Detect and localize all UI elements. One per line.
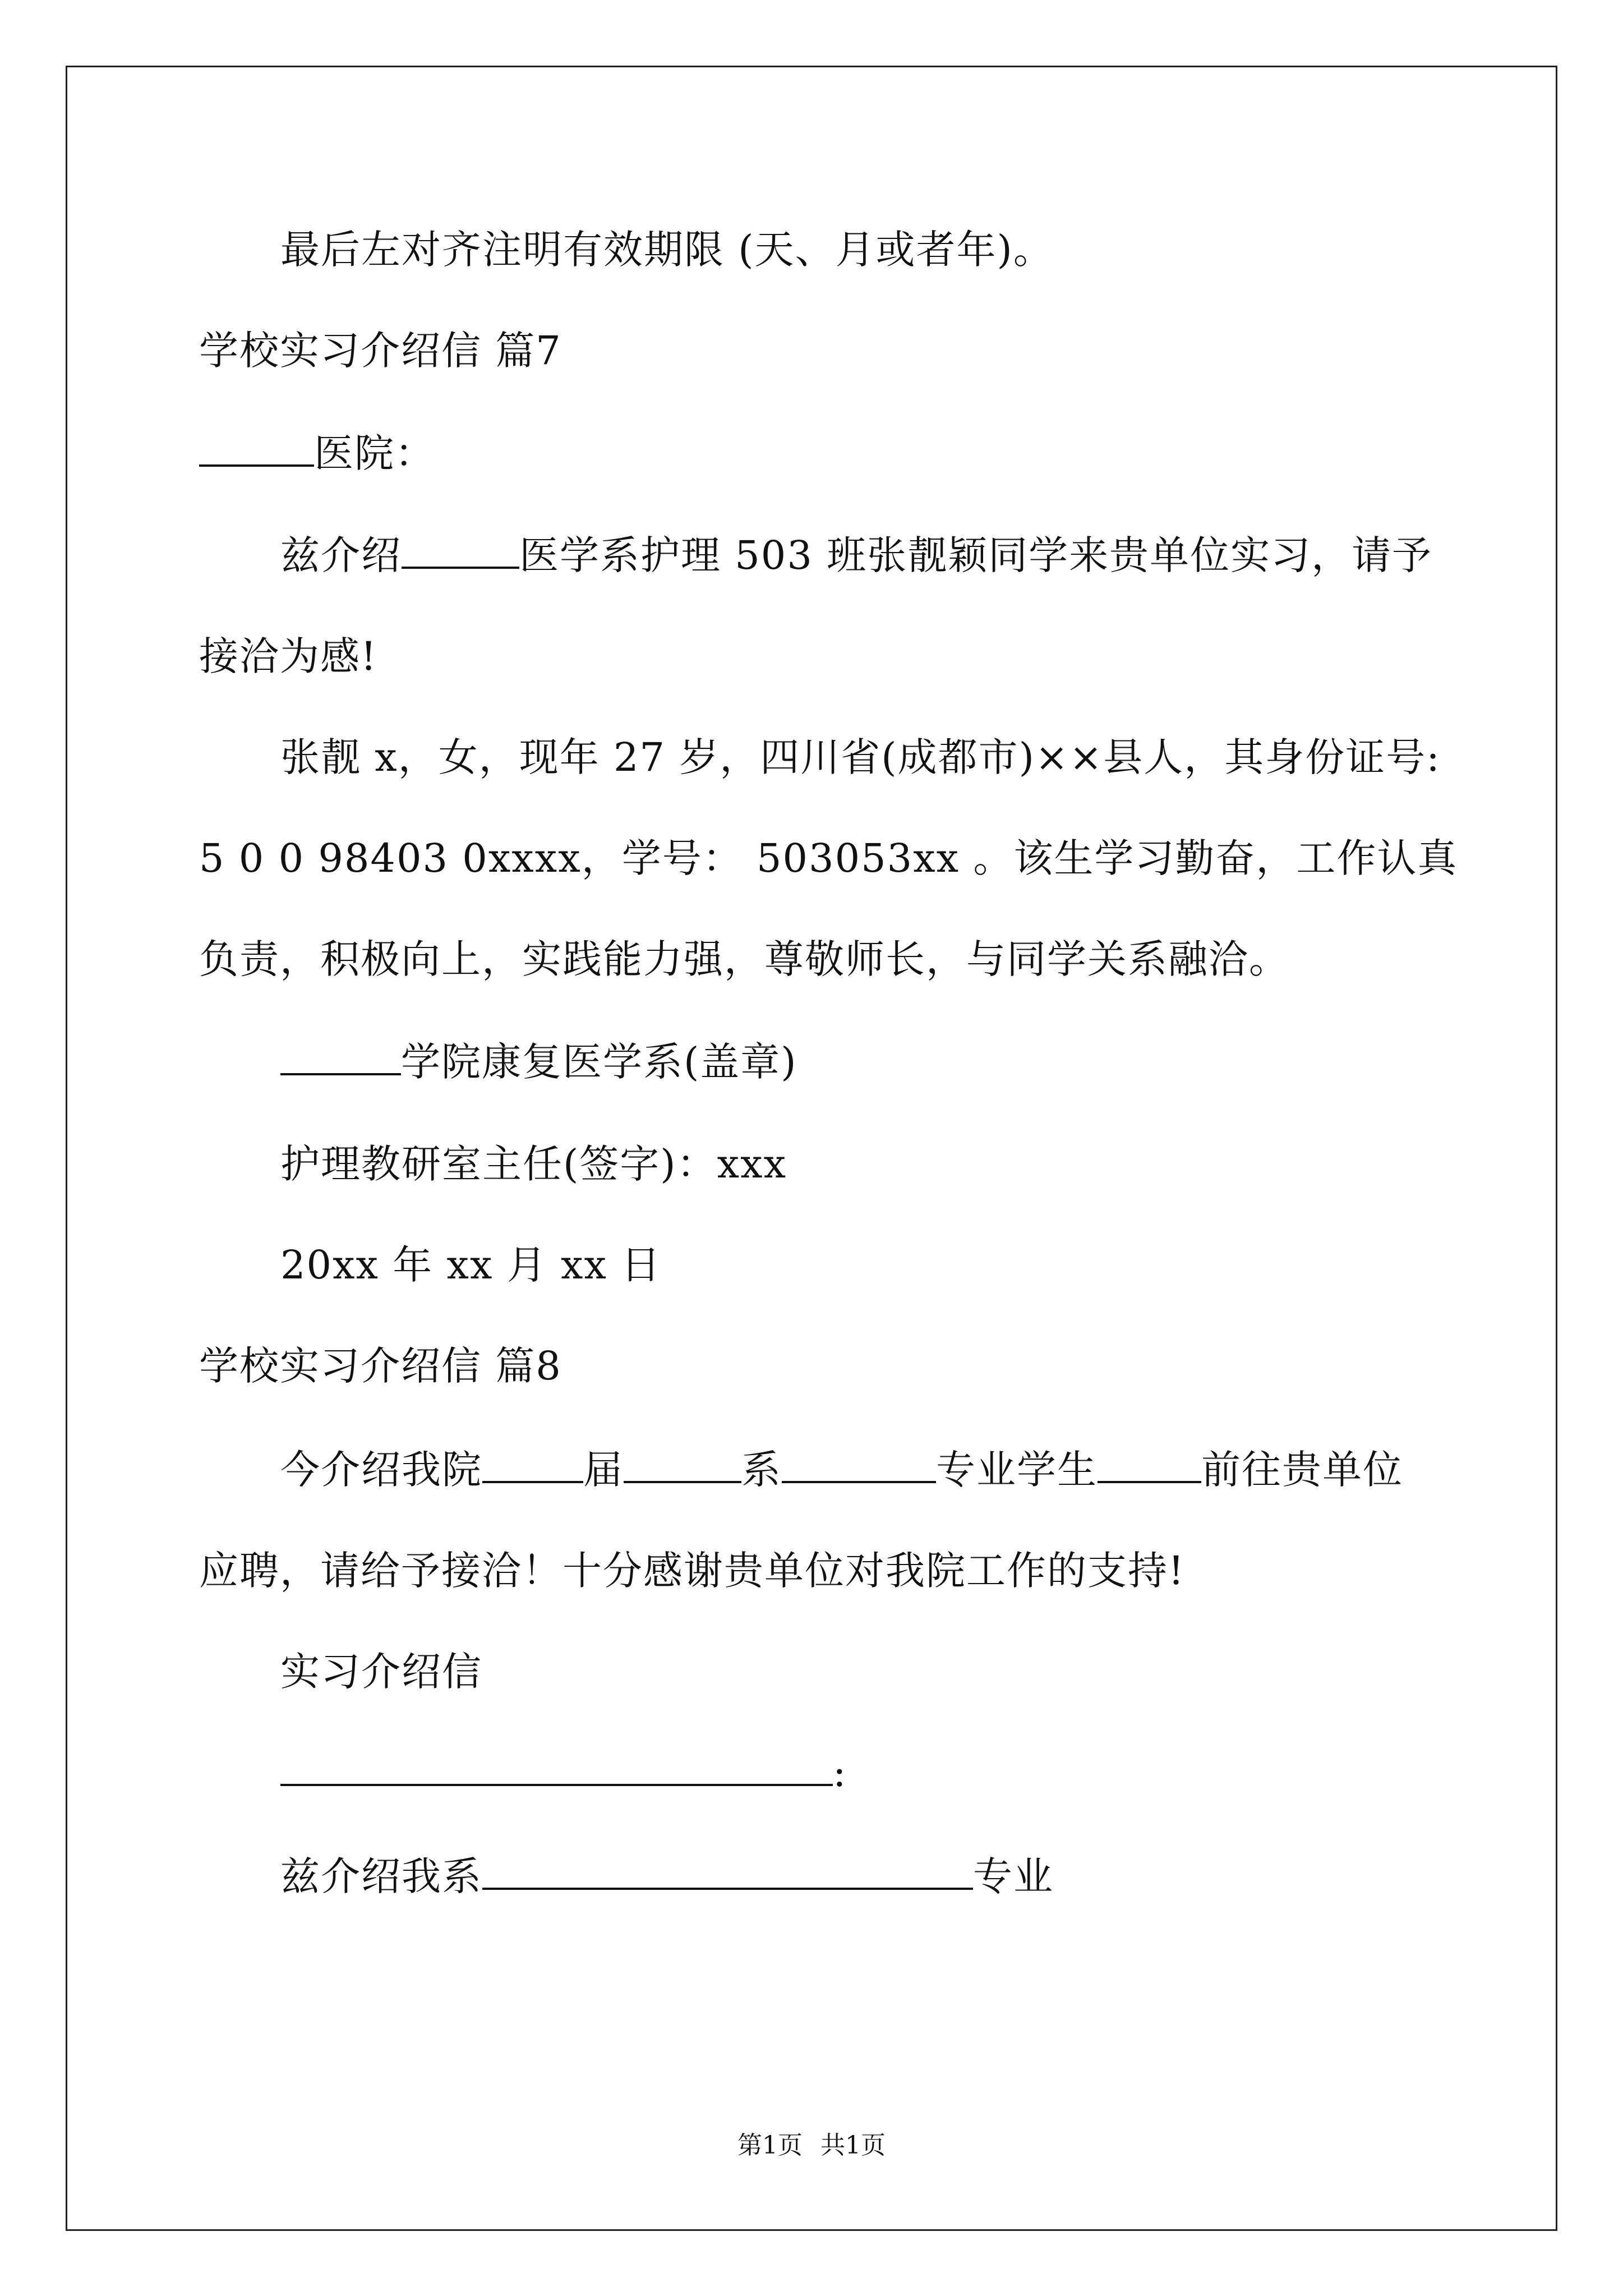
fill-blank xyxy=(1098,1446,1201,1483)
detail-7-line-2: 5 0 0 98403 0xxxx，学号： 503053xx 。该生学习勤奋，工作认真 xyxy=(199,835,1458,881)
detail-7-line-3: 负责，积极向上，实践能力强，尊敬师长，与同学关系融洽。 xyxy=(199,936,1289,982)
page-number: 第1页 xyxy=(737,2131,803,2160)
detail-7-line-1: 张靓 x，女，现年 27 岁，四川省(成都市)××县人，其身份证号: xyxy=(280,734,1441,780)
date-line-7: 20xx 年 xx 月 xx 日 xyxy=(280,1242,662,1288)
final-line: 兹介绍我系 专业 xyxy=(280,1853,1054,1899)
validity-note: 最后左对齐注明有效期限 (天、月或者年)。 xyxy=(280,227,1054,273)
fill-blank xyxy=(624,1446,741,1483)
intro-8-line-2: 应聘，请给予接洽！十分感谢贵单位对我院工作的支持! xyxy=(199,1548,1186,1594)
salutation-7: 医院： xyxy=(199,428,435,478)
fill-blank xyxy=(402,532,519,569)
page-total: 共1页 xyxy=(820,2131,886,2160)
fill-blank xyxy=(482,1853,973,1890)
fill-blank xyxy=(782,1446,936,1483)
fill-blank xyxy=(280,1749,833,1786)
fill-blank xyxy=(199,430,314,467)
salutation-8: : xyxy=(280,1747,847,1798)
stamp-line-7: 学院康复医学系(盖章) xyxy=(280,1037,797,1087)
section-heading-8: 学校实习介绍信 篇8 xyxy=(199,1343,562,1389)
intro-8-line-1: 今介绍我院 届 系 专业学生 前往贵单位 xyxy=(280,1447,1403,1493)
section-heading-7: 学校实习介绍信 篇7 xyxy=(199,328,562,374)
intro-7-line-2: 接洽为感! xyxy=(199,633,378,679)
page-footer xyxy=(0,2129,1623,2162)
signer-line-7: 护理教研室主任(签字)：xxx xyxy=(280,1141,787,1187)
fill-blank xyxy=(280,1038,401,1075)
intro-7-line-1: 兹介绍 医学系护理 503 班张靓颖同学来贵单位实习，请予 xyxy=(280,532,1433,578)
letter-title-8: 实习介绍信 xyxy=(280,1649,482,1695)
fill-blank xyxy=(482,1446,583,1483)
